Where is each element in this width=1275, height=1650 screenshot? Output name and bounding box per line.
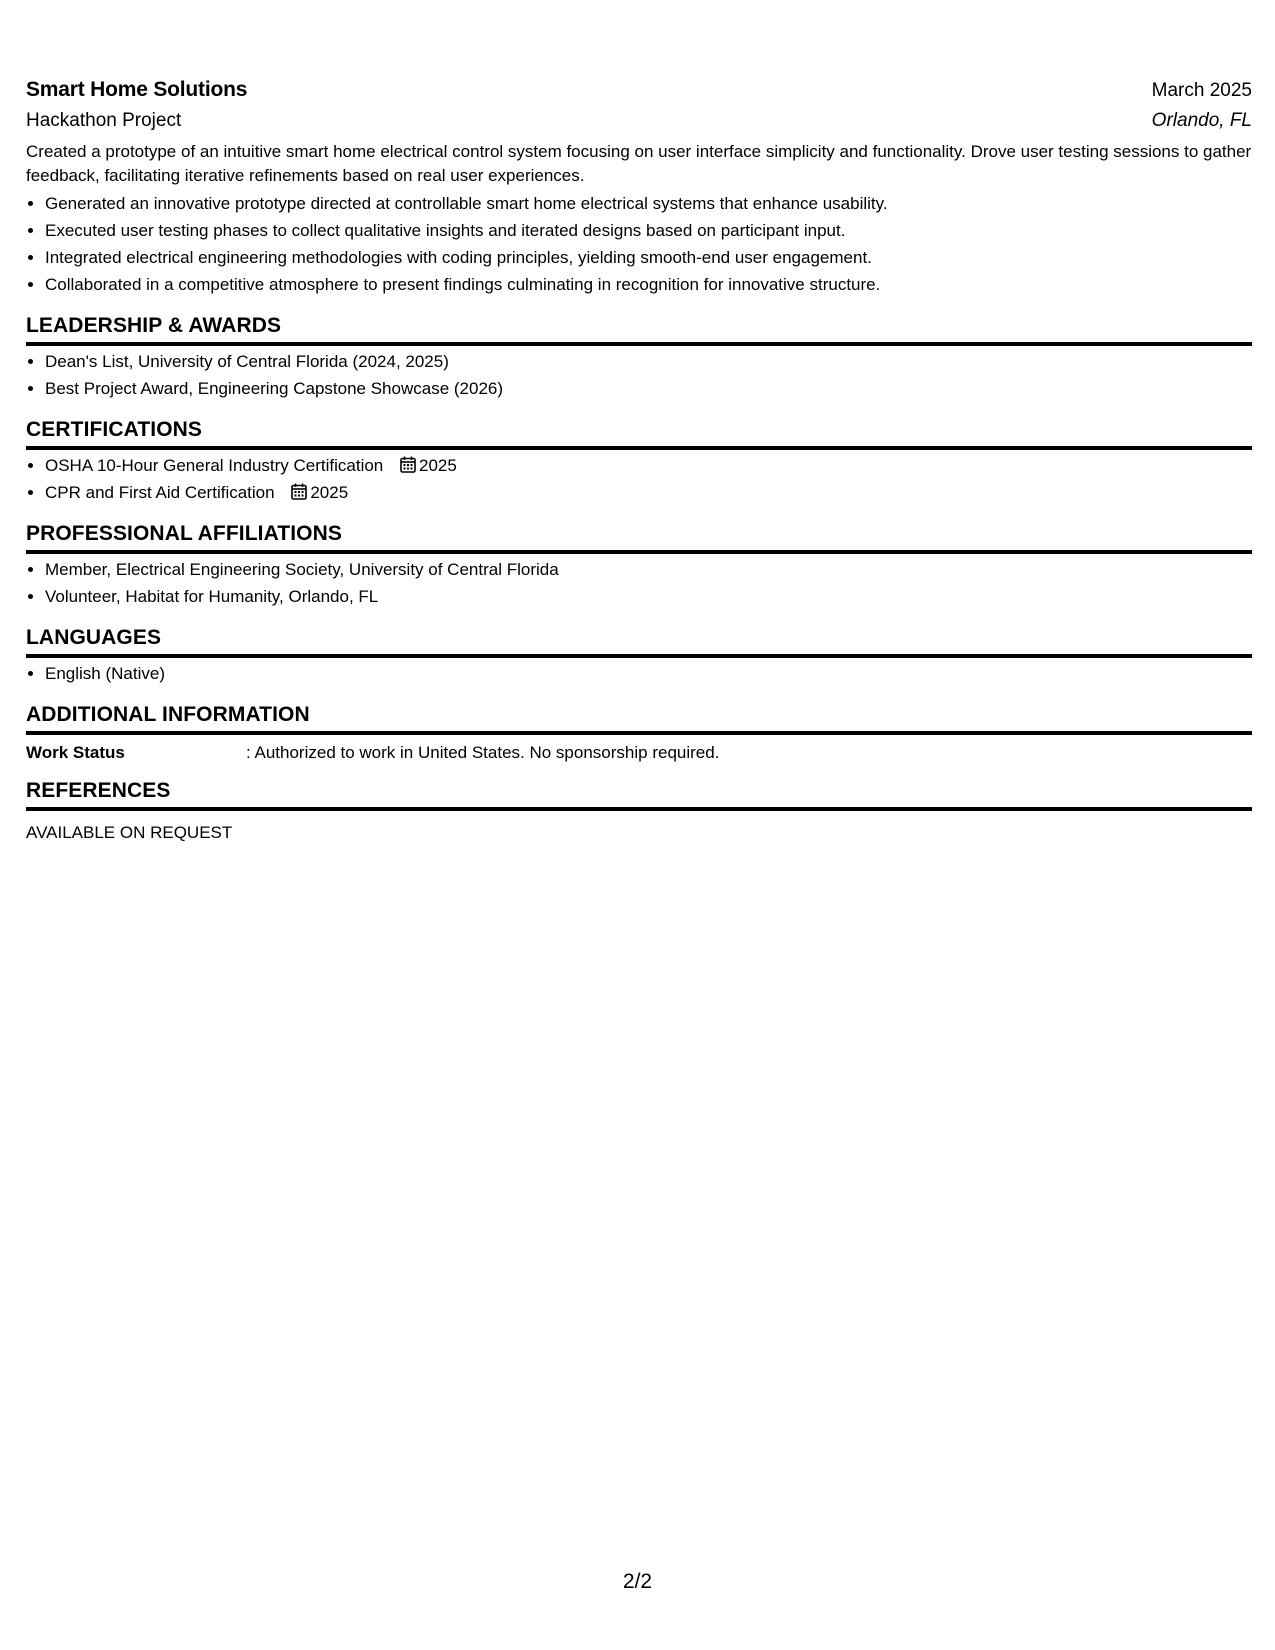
project-description: Created a prototype of an intuitive smart home electrical control system focusing on user interface simplicity and functionality. Drove user testing sessions to gather feedback, facilitating iterative refinements based on real user experiences. [26,142,1252,185]
section-title-languages: LANGUAGES [26,626,1252,658]
list-item: • Integrated electrical engineering methodologies with coding principles, yielding smooth-end user engagement. [45,244,1252,271]
section-title-references: REFERENCES [26,779,1252,811]
project-date: March 2025 [1151,80,1252,101]
list-item: • Executed user testing phases to collect qualitative insights and iterated designs based on participant input. [45,217,1252,244]
page-number: 2/2 [622,1570,653,1593]
certification-name: CPR and First Aid Certification [45,483,275,502]
list-item: • Best Project Award, Engineering Capstone Showcase (2026) [45,375,1252,402]
project-subheader [26,110,1252,132]
section-title-leadership: LEADERSHIP & AWARDS [26,314,1252,346]
list-item: • Member, Electrical Engineering Society, University of Central Florida [45,556,1252,583]
work-status-label: Work Status [26,743,125,762]
work-status-value: : Authorized to work in United States. No sponsorship required. [246,743,720,762]
project-header [26,78,1252,102]
list-item [45,479,1252,506]
leadership-list [26,348,1252,402]
references-text: AVAILABLE ON REQUEST [26,823,233,842]
section-title-affiliations: PROFESSIONAL AFFILIATIONS [26,522,1252,554]
resume-page [26,78,1252,843]
work-status-row [26,743,1252,763]
list-item: • Dean's List, University of Central Florida (2024, 2025) [45,348,1252,375]
project-title: Smart Home Solutions [26,78,248,101]
section-title-additional-information: ADDITIONAL INFORMATION [26,703,1252,735]
certification-name: OSHA 10-Hour General Industry Certification [45,456,384,475]
list-item: • Generated an innovative prototype directed at controllable smart home electrical systems that enhance usability. [45,190,1252,217]
list-item [45,452,1252,479]
list-item: • Collaborated in a competitive atmosphere to present findings culminating in recognition for innovative structure. [45,271,1252,298]
calendar-icon [400,456,416,473]
affiliations-list [26,556,1252,610]
languages-list [26,660,1252,687]
project-organization: Hackathon Project [26,110,182,131]
certifications-list [26,452,1252,506]
certification-year: 2025 [310,483,349,502]
certification-year: 2025 [419,456,457,475]
list-item: • English (Native) [45,660,1252,687]
list-item: • Volunteer, Habitat for Humanity, Orlando, FL [45,583,1252,610]
calendar-icon [291,483,307,500]
project-location: Orlando, FL [1151,110,1252,131]
project-bullets [26,190,1252,298]
section-title-certifications: CERTIFICATIONS [26,418,1252,450]
